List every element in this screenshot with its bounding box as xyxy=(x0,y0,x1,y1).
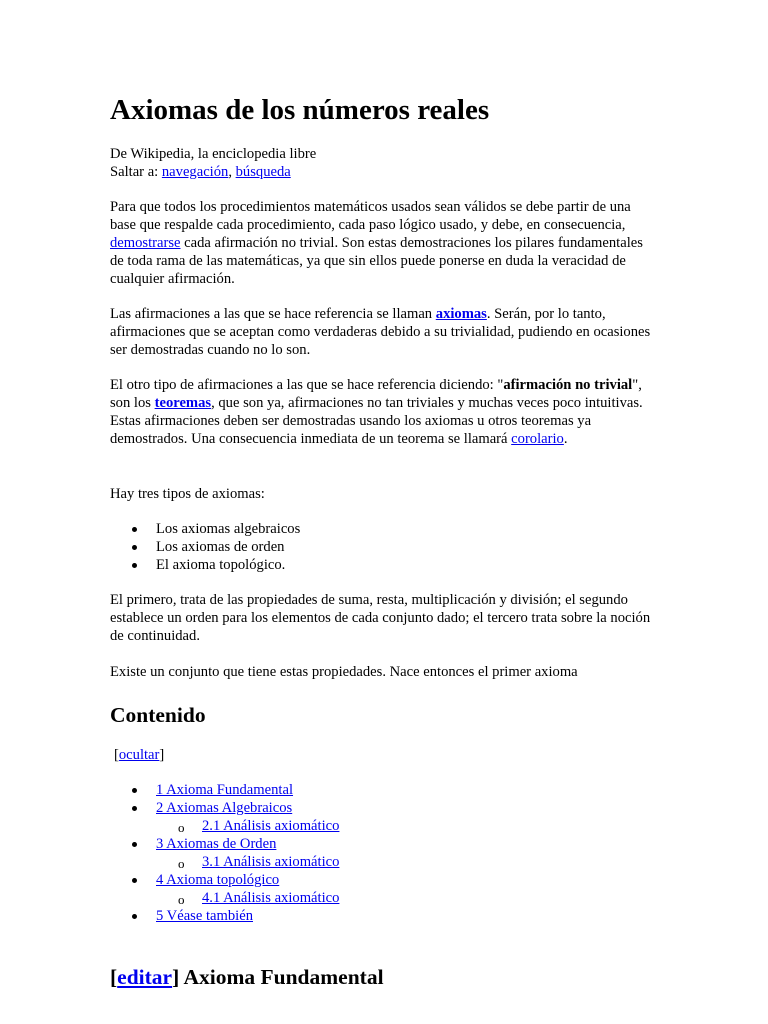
circle-bullet-icon: o xyxy=(178,856,185,871)
toc-link-vease-tambien[interactable]: 5 Véase también xyxy=(156,908,253,924)
navigation-link[interactable]: navegación xyxy=(161,164,229,180)
toc-item xyxy=(110,871,339,889)
demostrarse-link[interactable]: demostrarse xyxy=(110,235,181,251)
toc-item xyxy=(110,799,339,817)
circle-bullet-icon: o xyxy=(178,892,185,907)
bullet-icon xyxy=(132,914,137,919)
corolario-link[interactable]: corolario xyxy=(511,431,564,447)
bullet-icon xyxy=(132,788,137,793)
search-link[interactable]: búsqueda xyxy=(235,164,291,180)
summary-paragraph: El primero, trata de las propiedades de suma, resta, multiplicación y división; el segundo establece un orden para los elementos de cada conjunto dado; el tercero trata sobre la noción de continuidad. xyxy=(110,592,651,644)
toc-toggle xyxy=(114,746,164,764)
bullet-icon xyxy=(132,545,137,550)
toc-item xyxy=(110,781,339,799)
list-item-label: Los axiomas de orden xyxy=(156,539,285,555)
toc-subitem xyxy=(110,817,339,835)
circle-bullet-icon: o xyxy=(178,820,185,835)
page-title: Axiomas de los números reales xyxy=(110,94,490,126)
toc-subitem xyxy=(110,853,339,871)
list-item-label: Los axiomas algebraicos xyxy=(156,521,301,537)
bracket-close: ] xyxy=(159,747,165,763)
axioms-paragraph xyxy=(110,305,658,359)
edit-section-link[interactable]: editar xyxy=(117,965,173,989)
toc-link-axiomas-algebraicos[interactable]: 2 Axiomas Algebraicos xyxy=(156,800,293,816)
list-item xyxy=(110,556,300,574)
list-item xyxy=(110,538,300,556)
theorems-text-b: ", son los xyxy=(110,377,642,411)
axioms-text-a: Las afirmaciones a las que se hace referencia se llaman xyxy=(110,306,436,322)
types-intro: Hay tres tipos de axiomas: xyxy=(110,486,265,502)
bullet-icon xyxy=(132,563,137,568)
intro-paragraph xyxy=(110,198,658,288)
jump-separator: , xyxy=(228,164,236,180)
toc-item xyxy=(110,835,339,853)
contents-heading: Contenido xyxy=(110,703,206,727)
toc-link-analisis-3-1[interactable]: 3.1 Análisis axiomático xyxy=(202,854,340,870)
list-item-label: El axioma topológico. xyxy=(156,557,286,573)
theorems-text-c: , que son ya, afirmaciones no tan triviales y muchas veces poco intuitivas. Estas afirmaciones deben ser demostradas usando los axiomas u otros teoremas ya demostrados. Una consecuencia inmediata de un teorema se llamará xyxy=(110,395,643,447)
teoremas-link[interactable]: teoremas xyxy=(154,395,212,411)
section-heading xyxy=(110,962,384,992)
toc-link-analisis-2-1[interactable]: 2.1 Análisis axiomático xyxy=(202,818,340,834)
site-subtitle: De Wikipedia, la enciclopedia libre xyxy=(110,146,317,162)
theorems-text-d: . xyxy=(563,431,568,447)
bullet-icon xyxy=(132,878,137,883)
toc-link-analisis-4-1[interactable]: 4.1 Análisis axiomático xyxy=(202,890,340,906)
axiomas-link[interactable]: axiomas xyxy=(435,306,487,322)
intro-text-a: Para que todos los procedimientos matemáticos usados sean válidos se debe partir de una base que respalde cada procedimiento, cada paso lógico usado, y debe, en consecuencia, xyxy=(110,199,631,233)
bullet-icon xyxy=(132,527,137,532)
intro-text-b: cada afirmación no trivial. Son estas demostraciones los pilares fundamentales de toda rama de las matemáticas, ya que sin ellos puede ponerse en duda la veracidad de cualquier afirmación. xyxy=(110,235,643,287)
jump-prefix: Saltar a: xyxy=(110,164,162,180)
bullet-icon xyxy=(132,806,137,811)
bold-phrase: afirmación no trivial xyxy=(503,377,633,393)
theorems-text-a: El otro tipo de afirmaciones a las que se hace referencia diciendo: " xyxy=(110,377,504,393)
section-title: Axioma Fundamental xyxy=(183,965,384,989)
toc-link-axioma-topologico[interactable]: 4 Axioma topológico xyxy=(156,872,280,888)
bracket-open: [ xyxy=(110,965,118,989)
hide-toc-link[interactable]: ocultar xyxy=(118,747,160,763)
toc-subitem xyxy=(110,889,339,907)
jump-links xyxy=(110,163,291,181)
first-axiom-intro: Existe un conjunto que tiene estas propiedades. Nace entonces el primer axioma xyxy=(110,664,578,680)
bracket-open: [ xyxy=(114,747,119,763)
bracket-close: ] xyxy=(172,965,184,989)
theorems-paragraph xyxy=(110,376,658,448)
toc-link-axiomas-de-orden[interactable]: 3 Axiomas de Orden xyxy=(156,836,277,852)
toc-item xyxy=(110,907,339,925)
axioms-text-b: . Serán, por lo tanto, afirmaciones que se aceptan como verdaderas debido a su trivialidad, pudiendo en ocasiones ser demostradas cuando no lo son. xyxy=(110,306,651,358)
table-of-contents xyxy=(110,781,339,925)
list-item xyxy=(110,520,300,538)
bullet-icon xyxy=(132,842,137,847)
toc-link-axioma-fundamental[interactable]: 1 Axioma Fundamental xyxy=(156,782,294,798)
axiom-types-list xyxy=(110,520,300,574)
